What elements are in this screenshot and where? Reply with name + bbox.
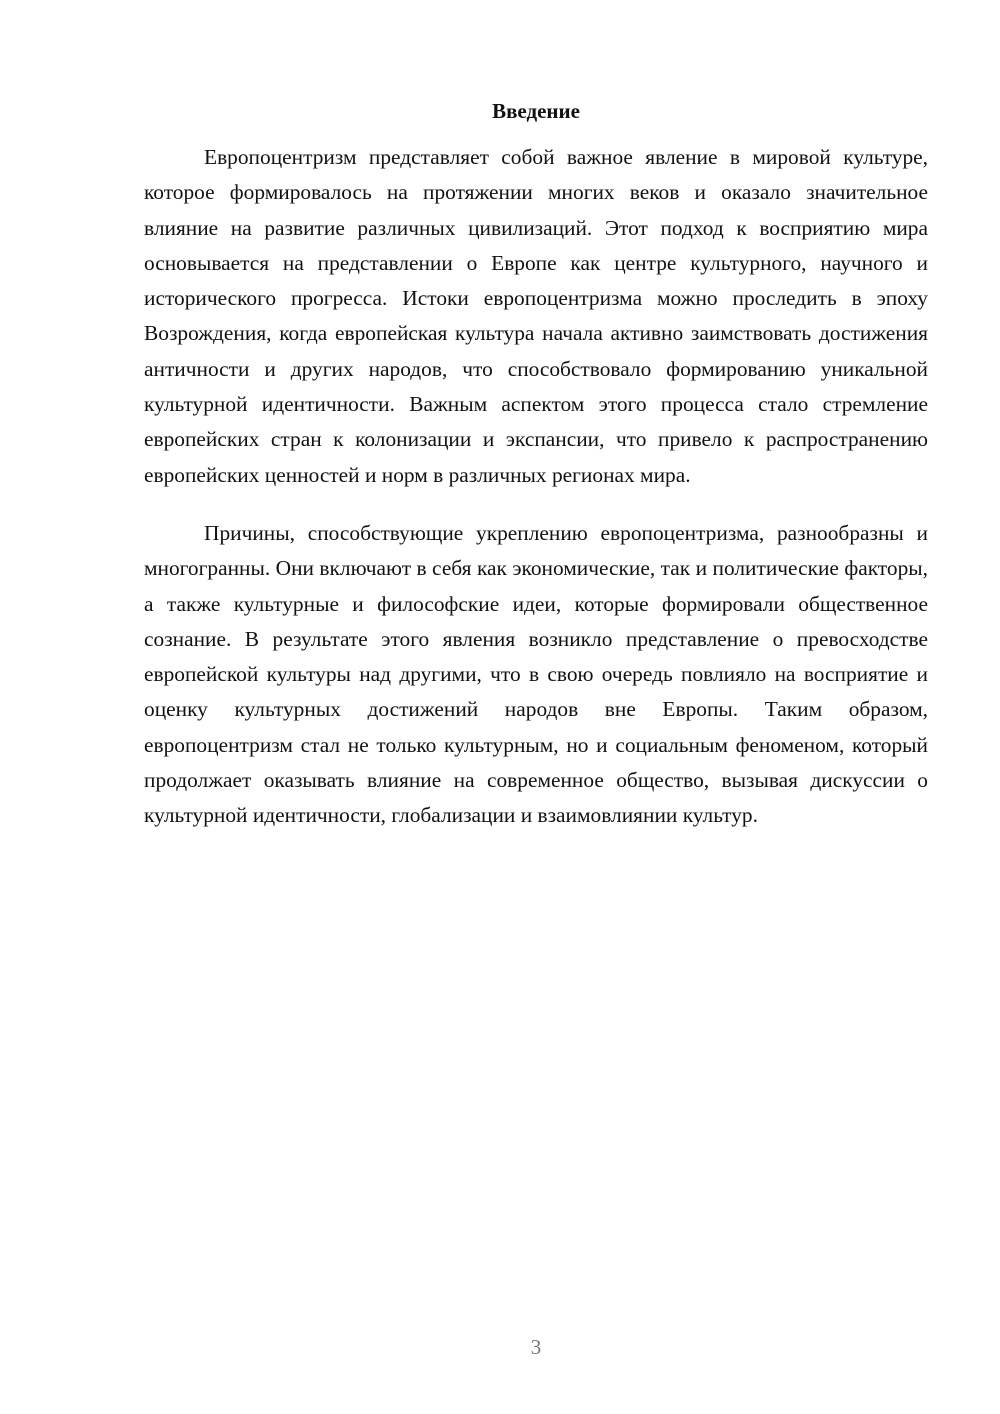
section-heading: Введение [492, 99, 580, 123]
page-number: 3 [530, 1335, 542, 1359]
paragraph-2: Причины, способствующие укреплению европоцентризма, разнообразны и многогранны. Они включают в себя как экономические, так и политические факторы, а также культурные и философские идеи, которые формировали общественное сознание. В результате этого явления возникло представление о превосходстве европейской культуры над другими, что в свою очередь повлияло на восприятие и оценку культурных достижений народов вне Европы. Таким образом, европоцентризм стал не только культурным, но и социальным феноменом, который продолжает оказывать влияние на современное общество, вызывая дискуссии о культурной идентичности, глобализации и взаимовлиянии культур. [144, 520, 928, 828]
page-content [144, 94, 928, 834]
paragraph-1: Европоцентризм представляет собой важное явление в мировой культуре, которое формировалось на протяжении многих веков и оказало значительное влияние на развитие различных цивилизаций. Этот подход к восприятию мира основывается на представлении о Европе как центре культурного, научного и исторического прогресса. Истоки европоцентризма можно проследить в эпоху Возрождения, когда европейская культура начала активно заимствовать достижения античности и других народов, что способствовало формированию уникальной культурной идентичности. Важным аспектом этого процесса стало стремление европейских стран к колонизации и экспансии, что привело к распространению европейских ценностей и норм в различных регионах мира. [144, 145, 928, 487]
